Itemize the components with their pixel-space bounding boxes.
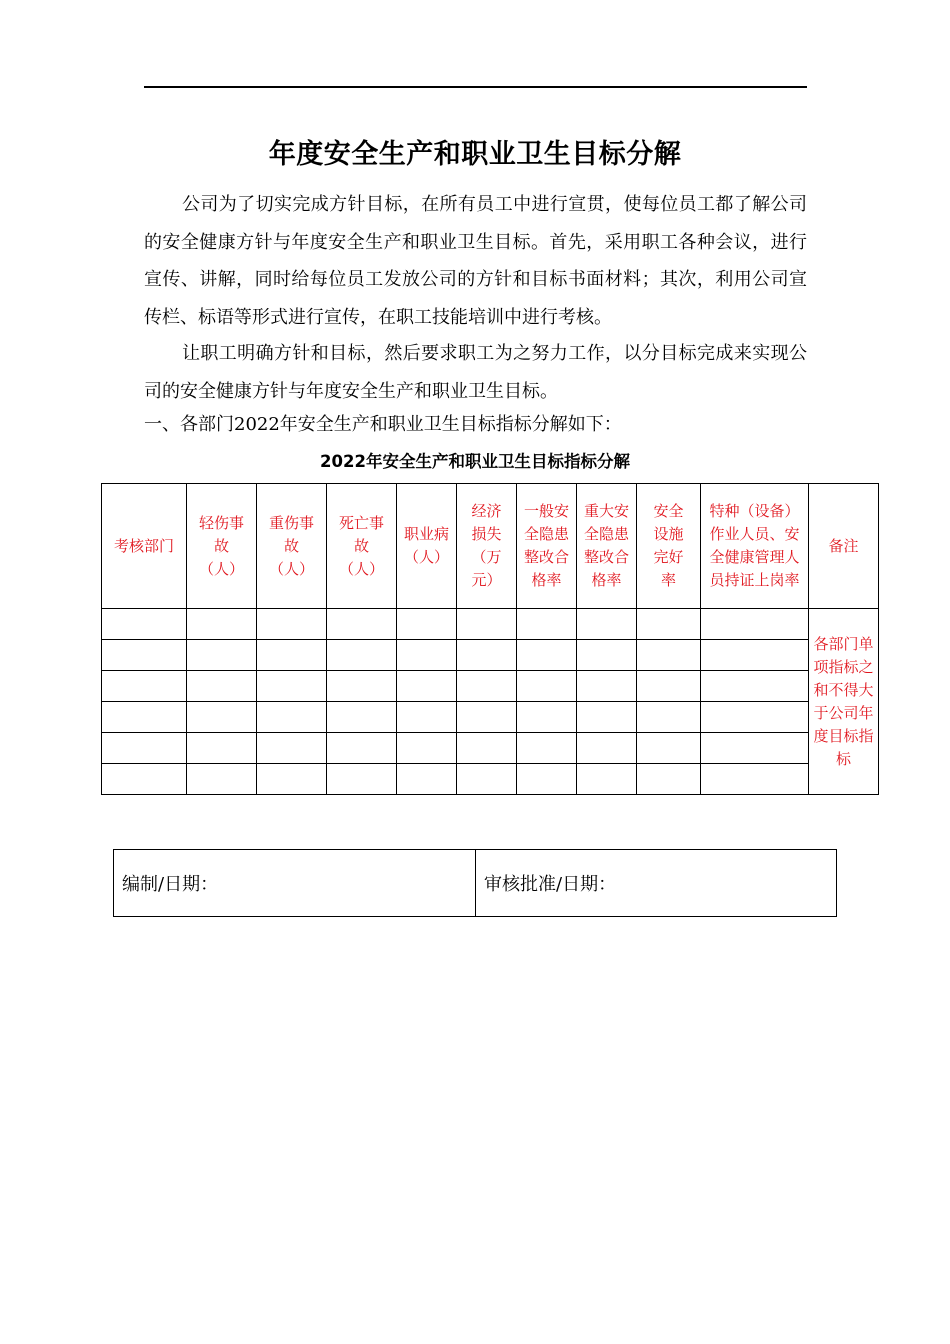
table-cell[interactable] (102, 609, 187, 640)
table-cell[interactable] (577, 764, 637, 795)
table-cell[interactable] (257, 640, 327, 671)
table-cell[interactable] (187, 609, 257, 640)
table-cell[interactable] (701, 764, 809, 795)
table-cell[interactable] (701, 609, 809, 640)
table-cell[interactable] (637, 640, 701, 671)
table-cell[interactable] (457, 609, 517, 640)
table-row (102, 640, 879, 671)
table-cell[interactable] (102, 702, 187, 733)
table-cell[interactable] (397, 671, 457, 702)
table-cell[interactable] (327, 640, 397, 671)
table-cell[interactable] (517, 609, 577, 640)
header-major-hazard-rate: 重大安全隐患整改合格率 (577, 484, 637, 609)
table-cell[interactable] (577, 702, 637, 733)
table-cell[interactable] (701, 671, 809, 702)
target-table (101, 483, 879, 795)
table-cell[interactable] (397, 609, 457, 640)
table-cell[interactable] (327, 609, 397, 640)
table-cell[interactable] (517, 640, 577, 671)
header-occupational-disease: 职业病（人） (397, 484, 457, 609)
table-cell[interactable] (457, 640, 517, 671)
table-cell[interactable] (257, 702, 327, 733)
document-title: 年度安全生产和职业卫生目标分解 (268, 139, 682, 170)
table-cell[interactable] (701, 640, 809, 671)
table-cell[interactable] (577, 640, 637, 671)
table-cell[interactable] (102, 640, 187, 671)
table-cell[interactable] (102, 733, 187, 764)
goal-paragraph: 让职工明确方针和目标，然后要求职工为之努力工作，以分目标完成来实现公司的安全健康方针与年度安全生产和职业卫生目标。 (144, 343, 807, 402)
header-serious-injury: 重伤事故（人） (257, 484, 327, 609)
table-cell[interactable] (327, 733, 397, 764)
table-cell[interactable] (457, 671, 517, 702)
table-row (102, 733, 879, 764)
table-cell[interactable] (637, 733, 701, 764)
table-header-row (102, 484, 879, 609)
table-cell[interactable] (187, 764, 257, 795)
table-cell[interactable] (637, 609, 701, 640)
header-department: 考核部门 (102, 484, 187, 609)
table-cell[interactable] (457, 702, 517, 733)
header-fatal-accident: 死亡事故（人） (327, 484, 397, 609)
table-cell[interactable] (397, 733, 457, 764)
table-cell[interactable] (517, 733, 577, 764)
table-cell[interactable] (327, 702, 397, 733)
table-cell[interactable] (187, 702, 257, 733)
table-cell[interactable] (577, 671, 637, 702)
table-cell[interactable] (327, 764, 397, 795)
table-cell[interactable] (397, 640, 457, 671)
section-heading: 一、各部门2022年安全生产和职业卫生目标指标分解如下： (144, 414, 622, 435)
table-cell[interactable] (257, 671, 327, 702)
table-cell[interactable] (257, 764, 327, 795)
header-facility-rate: 安全设施完好率 (637, 484, 701, 609)
table-cell[interactable] (577, 609, 637, 640)
table-cell[interactable] (187, 640, 257, 671)
table-cell[interactable] (187, 671, 257, 702)
header-rule (144, 86, 807, 88)
table-cell[interactable] (327, 671, 397, 702)
table-cell[interactable] (257, 609, 327, 640)
signature-table (113, 849, 837, 917)
table-cell[interactable] (701, 702, 809, 733)
table-cell[interactable] (637, 764, 701, 795)
table-cell[interactable] (517, 671, 577, 702)
table-row (102, 702, 879, 733)
table-cell[interactable] (577, 733, 637, 764)
table-cell[interactable] (457, 733, 517, 764)
table-cell[interactable] (187, 733, 257, 764)
header-certification-rate: 特种（设备）作业人员、安全健康管理人员持证上岗率 (701, 484, 809, 609)
table-cell[interactable] (637, 702, 701, 733)
table-cell[interactable] (701, 733, 809, 764)
table-cell[interactable] (102, 764, 187, 795)
table-cell[interactable] (397, 702, 457, 733)
table-cell[interactable] (397, 764, 457, 795)
header-minor-injury: 轻伤事故（人） (187, 484, 257, 609)
table-row (102, 609, 879, 640)
header-economic-loss: 经济损失（万元） (457, 484, 517, 609)
table-cell[interactable] (517, 702, 577, 733)
table-row (102, 671, 879, 702)
table-caption: 2022年安全生产和职业卫生目标指标分解 (320, 452, 630, 471)
table-cell[interactable] (517, 764, 577, 795)
compiled-by-date-field[interactable]: 编制/日期： (114, 850, 476, 917)
approved-by-date-field[interactable]: 审核批准/日期： (476, 850, 837, 917)
table-row (102, 764, 879, 795)
header-remarks: 备注 (809, 484, 879, 609)
table-cell[interactable] (457, 764, 517, 795)
intro-paragraph: 公司为了切实完成方针目标，在所有员工中进行宣贯，使每位员工都了解公司的安全健康方针与年度安全生产和职业卫生目标。首先，采用职工各种会议，进行宣传、讲解，同时给每位员工发放公司的方针和目标书面材料；其次，利用公司宣传栏、标语等形式进行宣传，在职工技能培训中进行考核。 (144, 194, 807, 328)
remarks-note: 各部门单项指标之和不得大于公司年度目标指标 (809, 609, 879, 795)
table-cell[interactable] (102, 671, 187, 702)
table-cell[interactable] (637, 671, 701, 702)
header-general-hazard-rate: 一般安全隐患整改合格率 (517, 484, 577, 609)
table-cell[interactable] (257, 733, 327, 764)
